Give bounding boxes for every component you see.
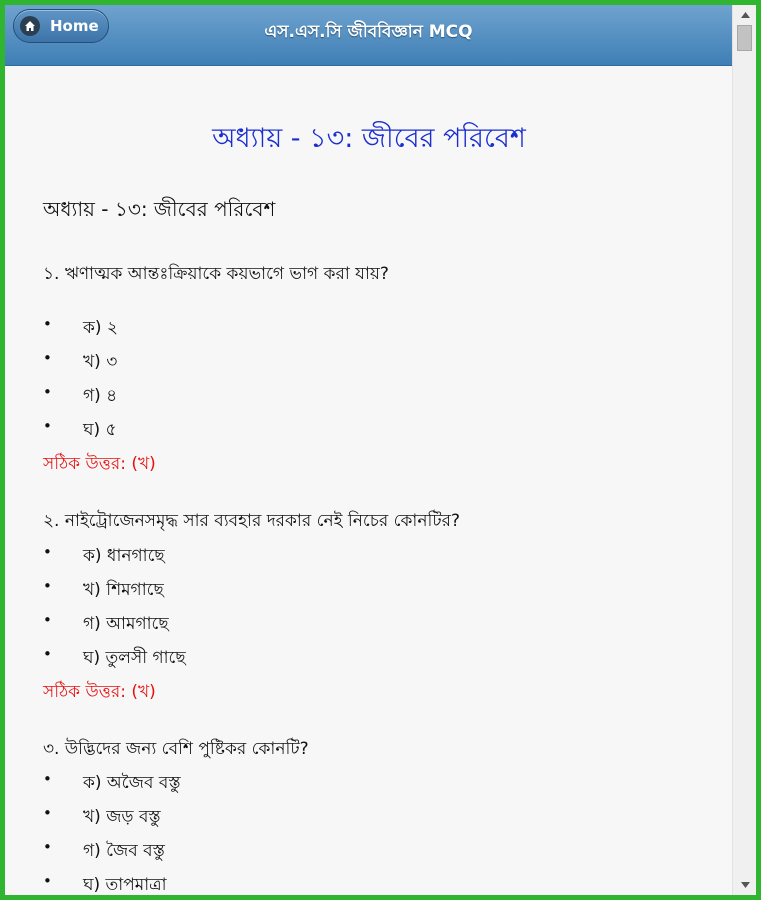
bullet: • (43, 645, 52, 663)
header-bar (5, 5, 732, 66)
option-label: ক) ধানগাছে (83, 546, 165, 566)
bullet: • (43, 838, 52, 856)
option-label: ঘ) ৫ (83, 420, 117, 440)
bullet: • (43, 543, 52, 561)
bullet: • (43, 349, 52, 367)
bullet: • (43, 383, 52, 401)
arrow-down-icon[interactable] (733, 877, 756, 893)
option-label: ক) অজৈব বস্তু (83, 773, 181, 793)
option-label: গ) জৈব বস্তু (83, 841, 165, 861)
scroll-thumb[interactable] (737, 25, 752, 51)
bullet: • (43, 577, 52, 595)
chapter-heading: অধ্যায় - ১৩: জীবের পরিবেশ (43, 197, 276, 221)
app-frame (5, 5, 756, 895)
option-label: ক) ২ (83, 318, 118, 338)
option-label: খ) জড় বস্তু (83, 807, 161, 827)
header-title: এস.এস.সি জীববিজ্ঞান MCQ (264, 22, 473, 42)
bullet: • (43, 770, 52, 788)
bullet: • (43, 804, 52, 822)
bullet: • (43, 315, 52, 333)
option-label: খ) ৩ (83, 352, 118, 372)
home-button-label: Home (50, 17, 99, 35)
correct-answer: সঠিক উত্তর: (খ) (43, 682, 156, 702)
option-label: খ) শিমগাছে (83, 580, 164, 600)
question-text: ৩. উদ্ভিদের জন্য বেশি পুষ্টিকর কোনটি? (43, 739, 309, 759)
option-label: ঘ) তাপমাত্রা (83, 875, 167, 895)
arrow-up-icon[interactable] (733, 7, 756, 23)
bullet: • (43, 417, 52, 435)
page-title: অধ্যায় - ১৩: জীবের পরিবেশ (212, 123, 526, 154)
correct-answer: সঠিক উত্তর: (খ) (43, 454, 156, 474)
bullet: • (43, 872, 52, 890)
option-label: ঘ) তুলসী গাছে (83, 648, 186, 668)
vertical-scrollbar[interactable] (732, 5, 756, 895)
question-text: ১. ঋণাত্মক আন্তঃক্রিয়াকে কয়ভাগে ভাগ করা যায়? (43, 264, 389, 284)
bullet: • (43, 611, 52, 629)
option-label: গ) আমগাছে (83, 614, 169, 634)
option-label: গ) ৪ (83, 386, 118, 406)
question-text: ২. নাইট্রোজেনসমৃদ্ধ সার ব্যবহার দরকার নেই নিচের কোনটির? (43, 511, 461, 531)
